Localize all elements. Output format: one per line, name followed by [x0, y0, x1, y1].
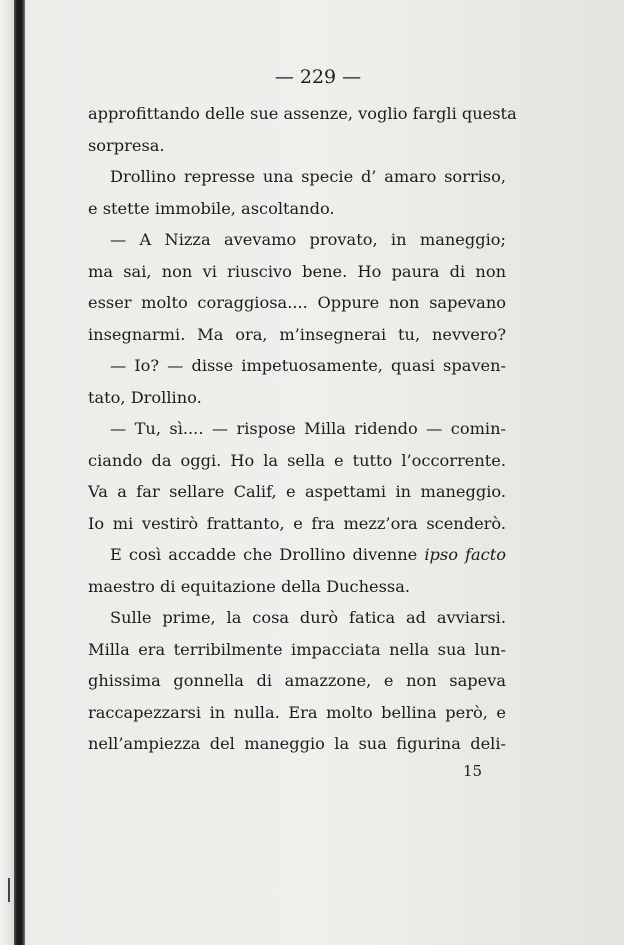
- book-spine: [14, 0, 25, 945]
- text-line: esser molto coraggiosa.... Oppure non sapevano: [88, 293, 506, 312]
- text-line: Io mi vestirò frattanto, e fra mezz’ora scenderò.: [88, 513, 506, 533]
- text-line: — A Nizza avevamo provato, in maneggio;: [110, 230, 506, 249]
- signature-mark: 15: [463, 762, 483, 780]
- text-line: ma sai, non vi riuscivo bene. Ho paura di non: [88, 261, 506, 281]
- body-text: [88, 98, 517, 760]
- text-line: nell’ampiezza del maneggio la sua figurina deli-: [88, 734, 506, 753]
- text-line: ciando da oggi. Ho la sella e tutto l’occorrente.: [88, 450, 506, 470]
- page-edge-shadow: [0, 0, 14, 945]
- text-line: e stette immobile, ascoltando.: [88, 198, 335, 218]
- text-line: sorpresa.: [88, 135, 165, 155]
- text-line: Milla era terribilmente impacciata nella sua lun-: [88, 639, 506, 659]
- text-line: — Io? — disse impetuosamente, quasi spaven-: [110, 356, 506, 375]
- text-fragment: E così accadde che Drollino divenne: [110, 545, 418, 564]
- text-line: Drollino represse una specie d’ amaro sorriso,: [110, 167, 506, 186]
- text-line: Sulle prime, la cosa durò fatica ad avviarsi.: [110, 608, 506, 627]
- text-line: Va a far sellare Calif, e aspettami in maneggio.: [88, 482, 506, 501]
- text-line: maestro di equitazione della Duchessa.: [88, 576, 410, 596]
- page-number: — 229 —: [274, 66, 362, 88]
- text-line: approfittando delle sue assenze, voglio fargli questa: [88, 104, 517, 123]
- text-line: — Tu, sì.... — rispose Milla ridendo — comin-: [110, 419, 506, 438]
- text-line: insegnarmi. Ma ora, m’insegnerai tu, nevvero?: [88, 324, 506, 344]
- margin-mark: [8, 878, 14, 902]
- italic-fragment: ipso facto: [424, 545, 506, 564]
- text-line: raccapezzarsi in nulla. Era molto bellina però, e: [88, 702, 506, 722]
- text-line: tato, Drollino.: [88, 387, 202, 407]
- text-line: ghissima gonnella di amazzone, e non sapeva: [88, 671, 506, 690]
- text-line: [88, 539, 506, 571]
